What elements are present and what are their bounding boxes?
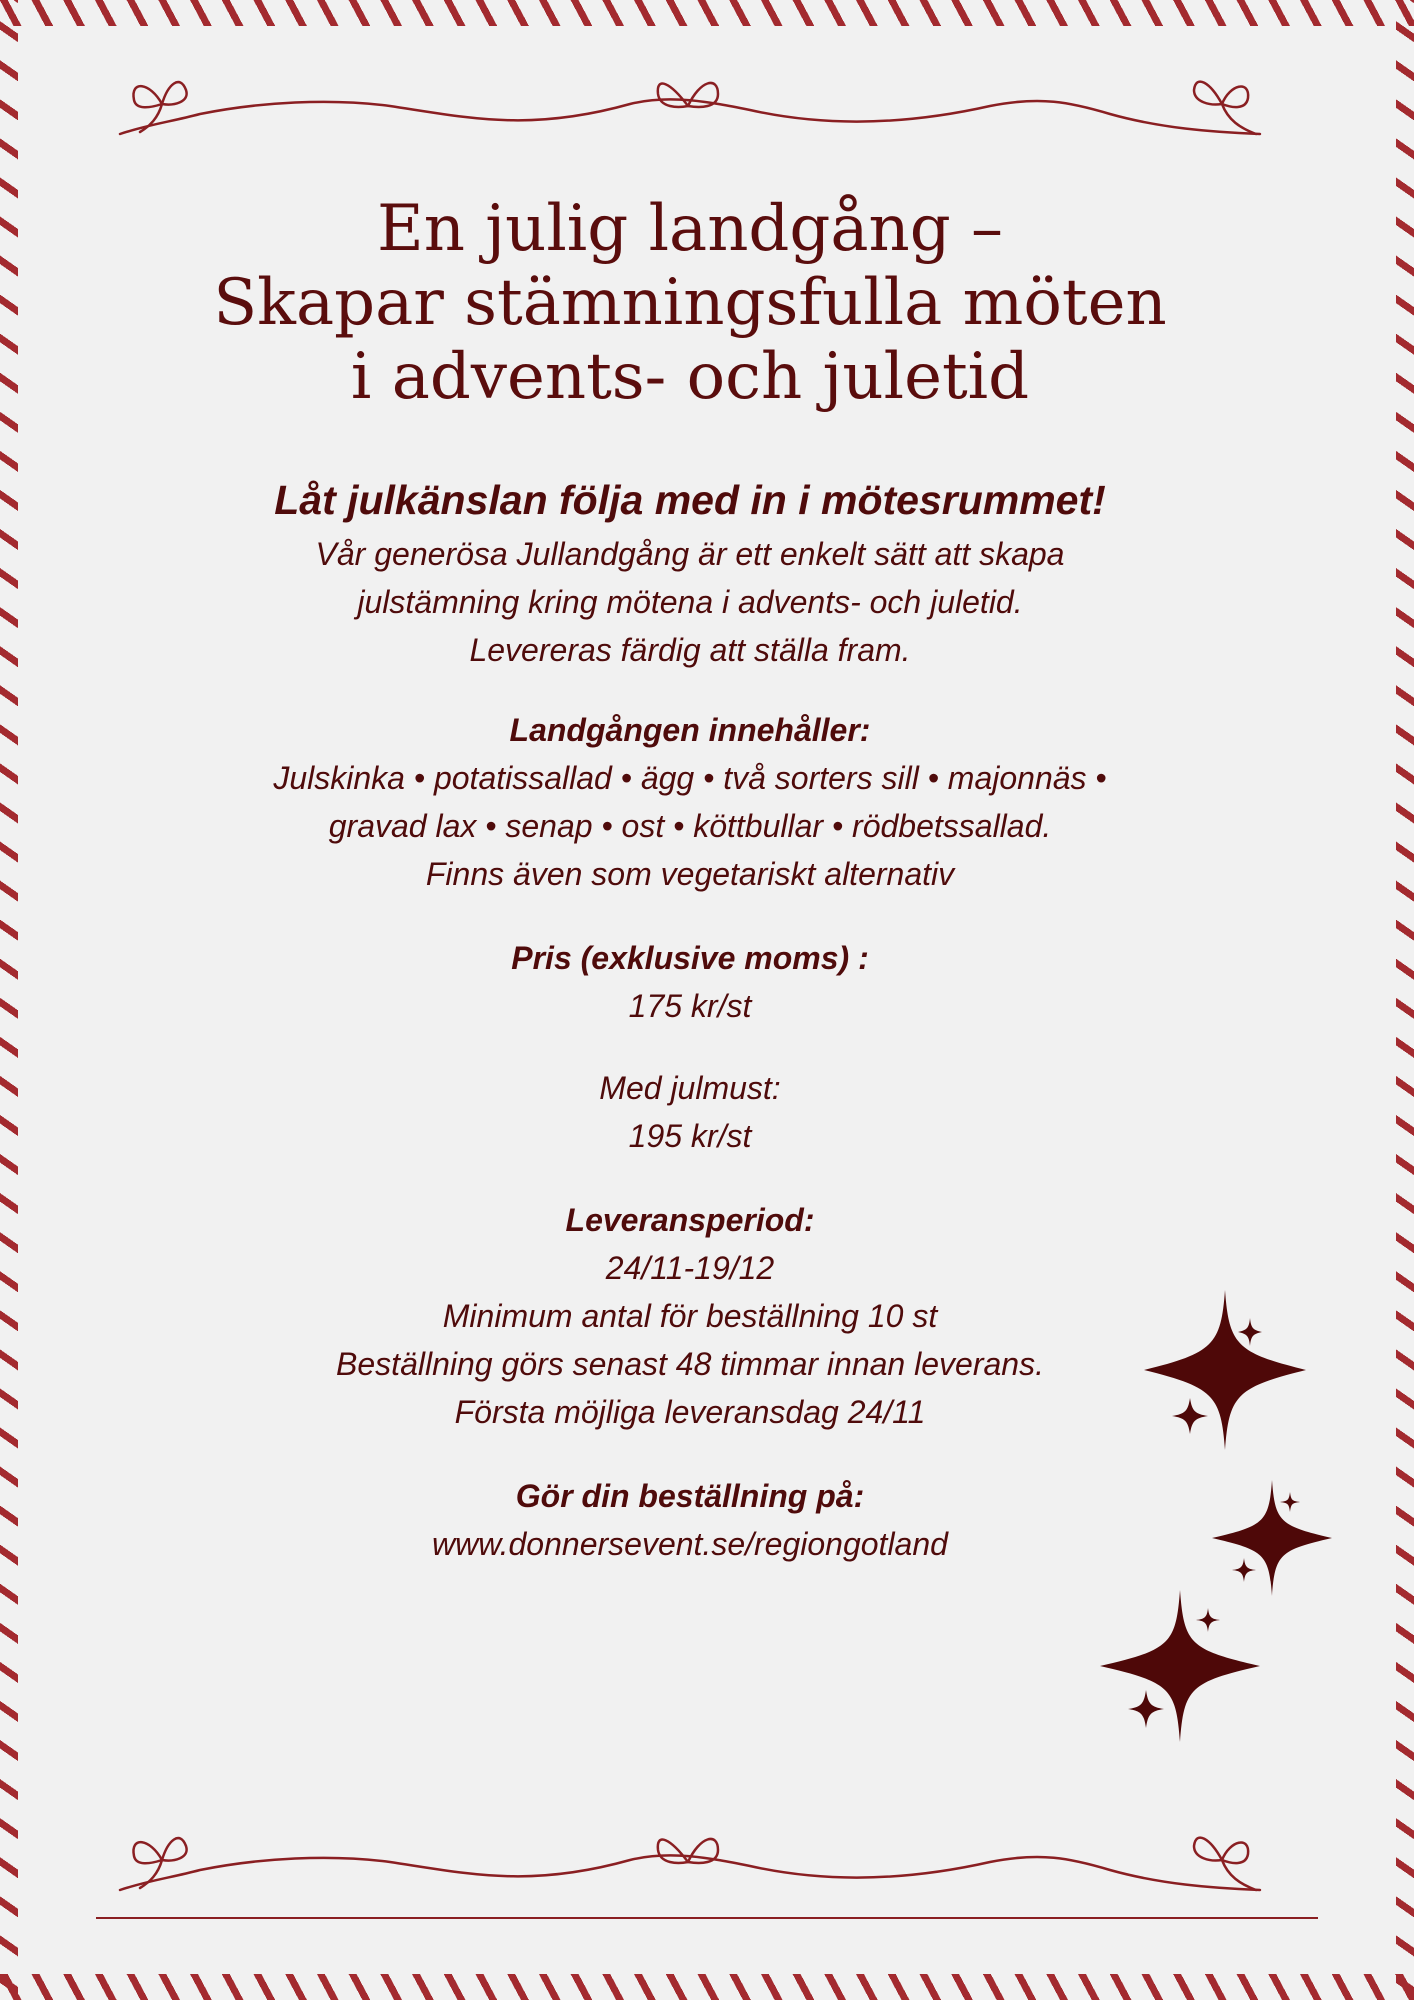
sparkle-star-icon [1196, 1608, 1220, 1632]
candy-stripe-border-bottom [0, 1974, 1414, 2000]
sparkle-star-icon [1128, 1690, 1164, 1728]
sparkle-star-icon [1238, 1318, 1262, 1346]
intro-line-3: Levereras färdig att ställa fram. [469, 632, 911, 668]
flyer-content [150, 470, 1230, 1568]
sparkle-star-icon [1212, 1480, 1332, 1596]
candy-stripe-border-left [0, 0, 18, 2000]
sparkles-decoration [1100, 1290, 1340, 1760]
page-title [100, 192, 1280, 414]
contents-line-2: gravad lax • senap • ost • köttbullar • rödbetssallad. [328, 808, 1052, 844]
delivery-heading: Leveransperiod: [565, 1202, 815, 1238]
intro-lead: Låt julkänslan följa med in i mötesrummet! [274, 477, 1106, 523]
delivery-minimum: Minimum antal för beställning 10 st [442, 1298, 938, 1334]
candy-stripe-border-right [1396, 0, 1414, 2000]
ribbon-bow-icon [1194, 82, 1256, 134]
ribbon-bow-icon [1194, 1838, 1256, 1890]
sparkle-star-icon [1280, 1492, 1300, 1512]
delivery-deadline: Beställning görs senast 48 timmar innan leverans. [336, 1346, 1044, 1382]
title-line-1: En julig landgång – [376, 192, 1004, 266]
title-line-3: i advents- och juletid [350, 340, 1030, 414]
sparkle-star-icon [1232, 1558, 1256, 1582]
sparkle-star-icon [1172, 1398, 1208, 1434]
contents-line-3: Finns även som vegetariskt alternativ [425, 856, 955, 892]
julmust-label: Med julmust: [599, 1070, 781, 1106]
delivery-period: 24/11-19/12 [605, 1250, 775, 1286]
julmust-price: 195 kr/st [628, 1118, 752, 1154]
intro-line-1: Vår generösa Jullandgång är ett enkelt sätt att skapa [315, 536, 1065, 572]
price-heading: Pris (exklusive moms) : [511, 940, 869, 976]
bottom-divider [96, 1917, 1318, 1919]
contents-line-1: Julskinka • potatissallad • ägg • två sorters sill • majonnäs • [273, 760, 1107, 796]
candy-stripe-border-top [0, 0, 1414, 26]
delivery-first-day: Första möjliga leveransdag 24/11 [454, 1394, 926, 1430]
title-line-2: Skapar stämningsfulla möten [213, 266, 1167, 340]
order-heading: Gör din beställning på: [515, 1478, 865, 1514]
sparkle-star-icon [1100, 1590, 1260, 1742]
price-value: 175 kr/st [628, 988, 752, 1024]
sparkle-star-icon [1144, 1290, 1306, 1450]
contents-heading: Landgången innehåller: [509, 712, 871, 748]
ribbon-garland-bottom [110, 1818, 1270, 1908]
ribbon-garland-top [110, 62, 1270, 152]
order-url-link[interactable]: www.donnersevent.se/regiongotland [432, 1526, 948, 1562]
intro-line-2: julstämning kring mötena i advents- och juletid. [357, 584, 1023, 620]
